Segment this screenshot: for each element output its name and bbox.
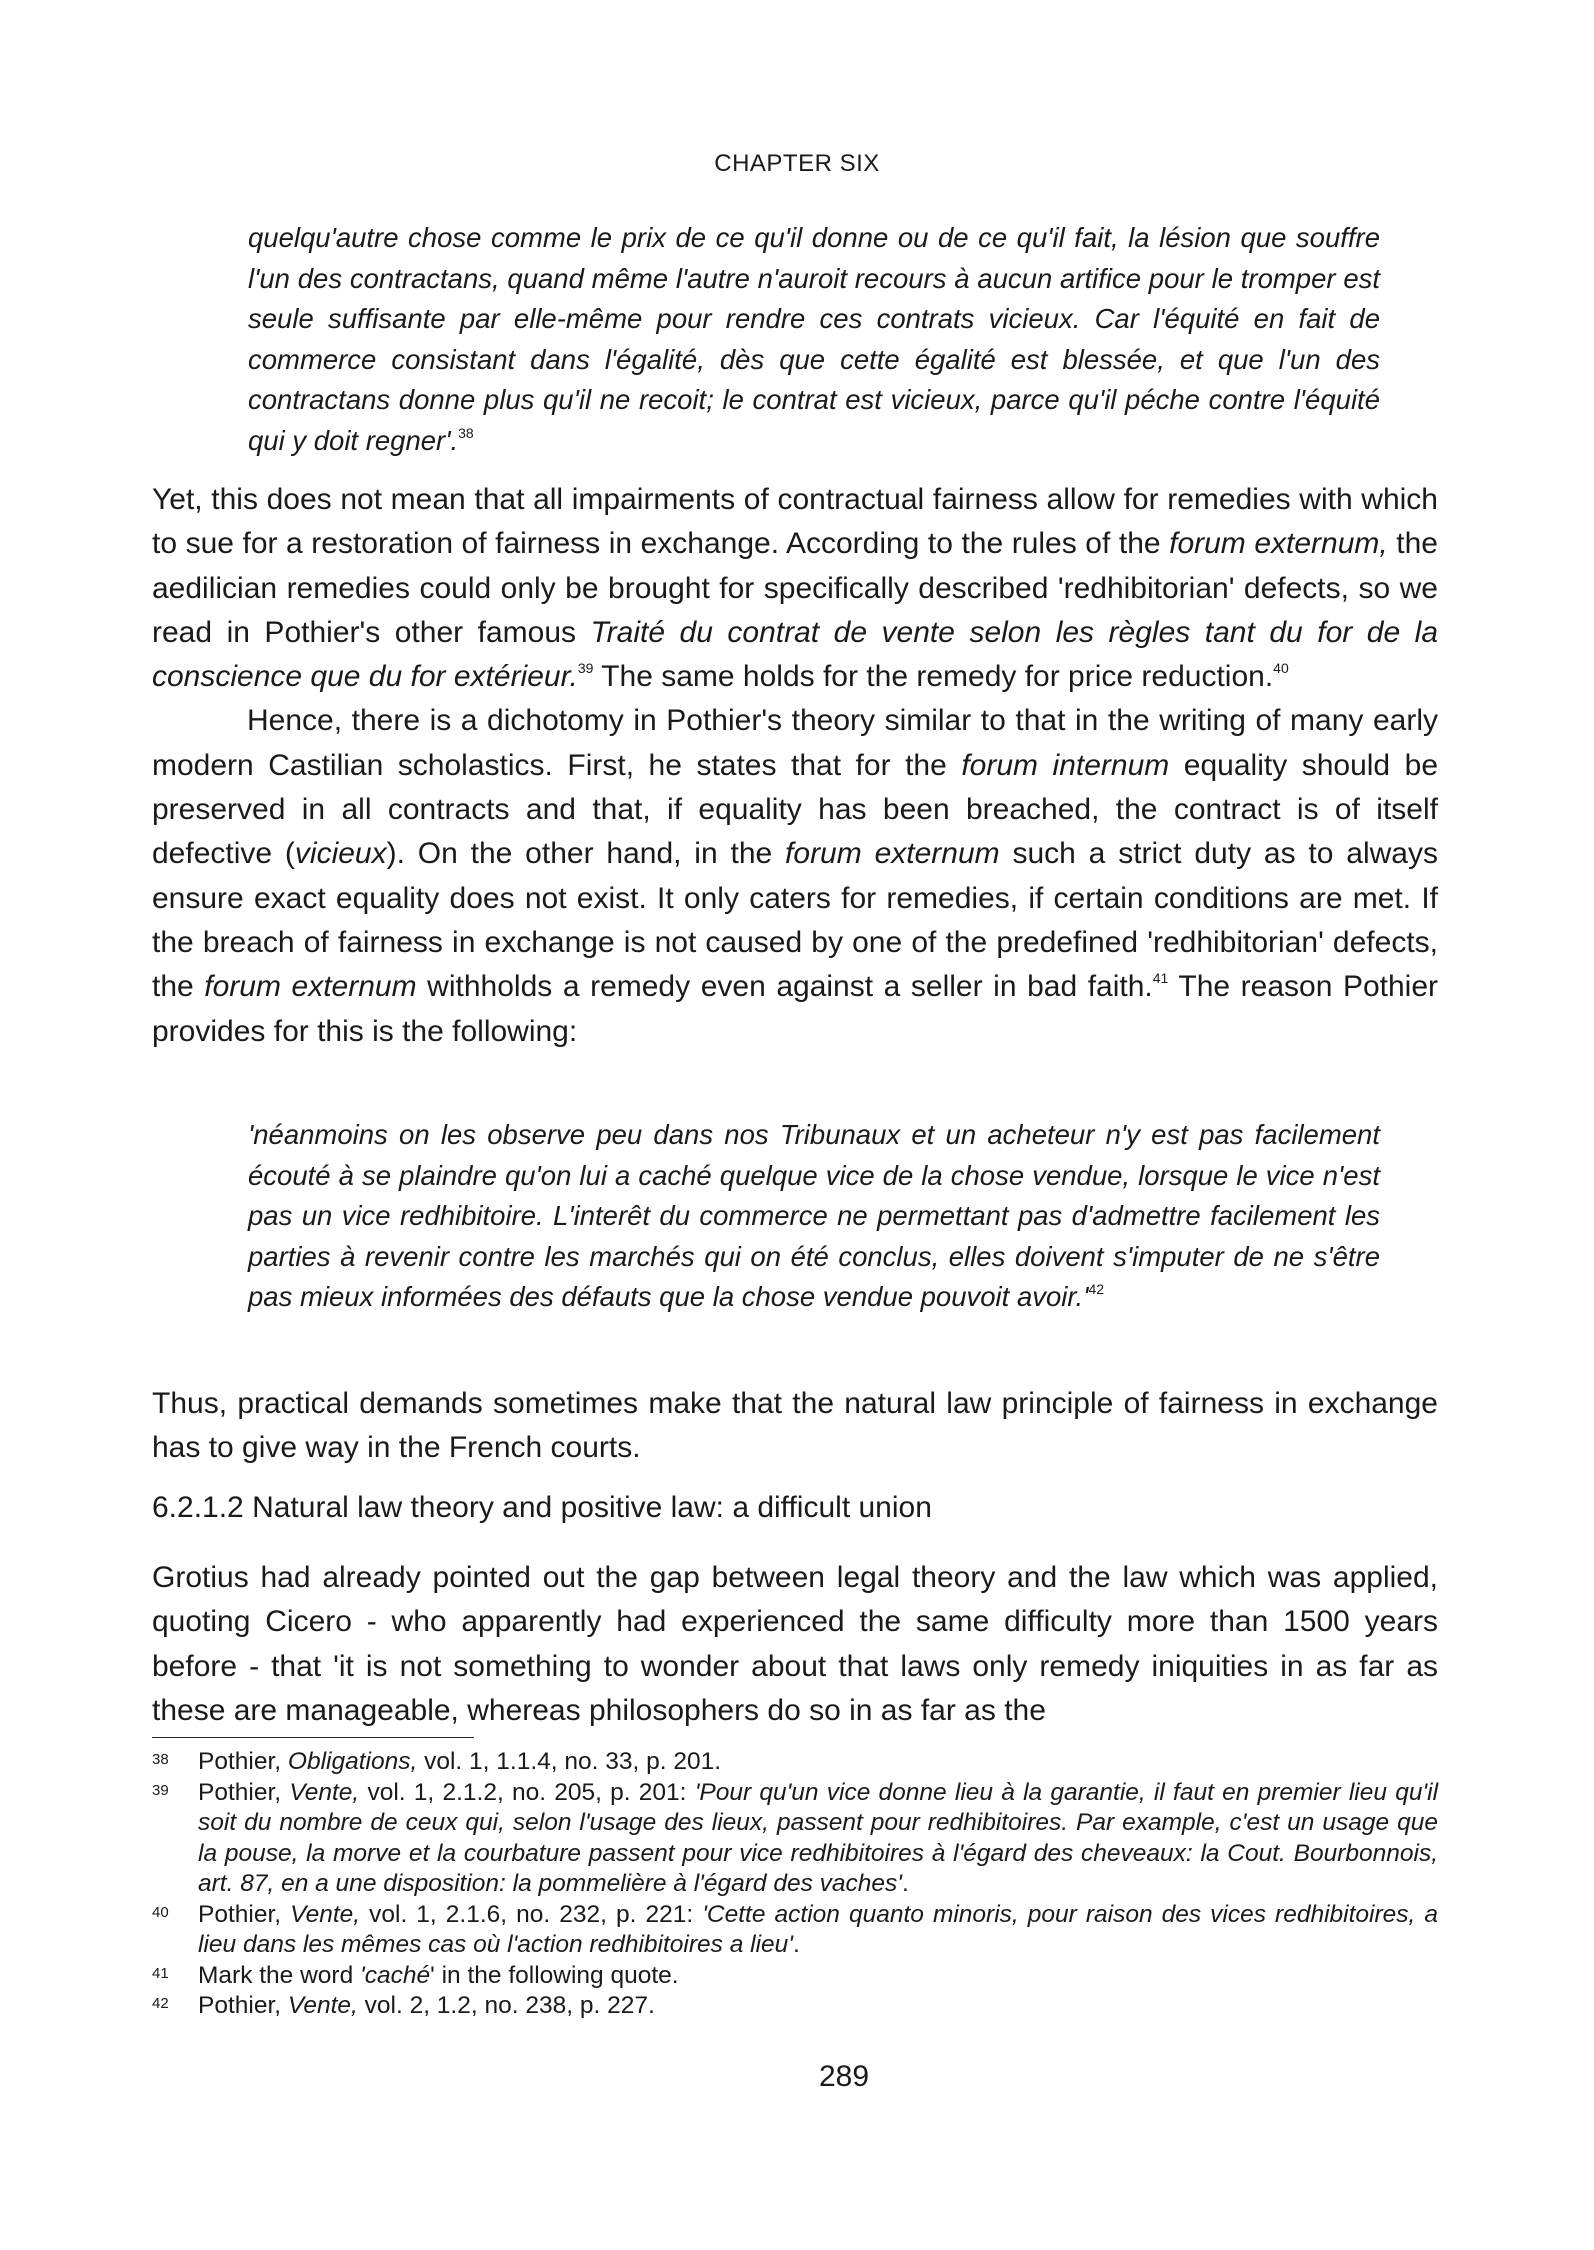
text-run: such a strict duty as to always ensure exact equality does not exist. It only caters for remedies, if certain conditions are met. If the breach of fairness in exchange is not caused by one of the predefined 'redhibitorian' defects, the [152, 837, 1438, 1004]
body-text-1 [152, 478, 1438, 1054]
text-run: withholds a remedy even against a seller in bad faith. [416, 970, 1153, 1004]
paragraph: Grotius had already pointed out the gap between legal theory and the law which was applied, quoting Cicero - who apparently had experienced the same difficulty more than 1500 years before - that 'it is not something to wonder about that laws only remedy iniquities in as far as these are manageable, whereas philosophers do so in as far as the [152, 1561, 1438, 1727]
paragraph: Thus, practical demands sometimes make that the natural law principle of fairness in exchange has to give way in the French courts. [152, 1387, 1438, 1465]
body-text-2 [152, 1382, 1438, 1471]
footnote-40 [152, 1900, 1438, 1961]
footnote-41 [152, 1961, 1438, 1992]
text-run: ). On the other hand, in the [386, 837, 786, 871]
quote-text: quelqu'autre chose comme le prix de ce qu'il donne ou de ce qu'il fait, la lésion que souffre l'un des contractans, quand même l'autre n'auroit recours à aucun artifice pour le tromper est seule suffisante par elle-même pour rendre ces contrats vicieux. Car l'équité en fait de commerce consistant dans l'égalité, dès que cette égalité est blessée, et que l'un des contractans donne plus qu'il ne recoit; le contrat est vicieux, parce qu'il péche contre l'équité qui y doit regner'. [248, 222, 1380, 456]
emphasis: forum internum [961, 748, 1170, 782]
footnote-emphasis: Vente, [290, 1900, 361, 1928]
footnote-emphasis: 'caché [360, 1961, 431, 1989]
footnote-rule [152, 1737, 474, 1738]
footnote-emphasis: Obligations, [287, 1748, 418, 1775]
footnote-text: Pothier, [198, 1900, 291, 1928]
footnotes [152, 1747, 1438, 2022]
footnote-text: Pothier, [198, 1748, 288, 1775]
emphasis: forum externum, [1169, 527, 1388, 561]
footnote-text: Mark the word [198, 1961, 361, 1989]
emphasis: Traité du contrat de vente selon les règles tant du for de la conscience que du for extérieur. [152, 615, 1439, 694]
emphasis: forum externum [204, 970, 417, 1004]
footnote-number: 40 [152, 1903, 169, 1921]
footnote-ref-40[interactable]: 40 [1273, 660, 1289, 677]
page-number: 289 [818, 2060, 870, 2093]
footnote-text: vol. 1, 2.1.2, no. 205, p. 201: [359, 1778, 695, 1806]
footnote-text: vol. 1, 1.1.4, no. 33, p. 201. [417, 1748, 722, 1775]
footnote-text: vol. 1, 2.1.6, no. 232, p. 221: [360, 1900, 703, 1928]
footnote-emphasis: 'Pour qu'un vice donne lieu à la garantie, il faut en premier lieu qu'il soit du nombre de ceux qui, selon l'usage des lieux, passent pour redhibitoires. Par example, c'est un usage que la pouse, la morve et la courbature passent pour vice redhibitoires à l'égard des cheveaux: la Cout. Bourbonnois, art. 87, en a une disposition: la pommelière à l'égard des vaches' [198, 1778, 1439, 1897]
text-run: equality should be preserved in all contracts and that, if equality has been breached, the contract is of itself defective ( [152, 748, 1439, 871]
footnote-emphasis: 'Cette action quanto minoris, pour raison des vices redhibitoires, a lieu dans les mêmes cas où l'action redhibitoires a lieu' [198, 1900, 1439, 1958]
text-run: Yet, this does not mean that all impairments of contractual fairness allow for remedies with which to sue for a restoration of fairness in exchange. According to the rules of the [152, 483, 1438, 561]
text-run: the aedilician remedies could only be brought for specifically described 'redhibitorian' defects, so we read in Pothier's other famous [152, 527, 1438, 649]
footnote-ref-38[interactable]: 38 [458, 424, 474, 441]
paragraph [152, 478, 1438, 699]
footnote-number: 39 [152, 1781, 169, 1799]
footnote-ref-42[interactable]: 42 [1088, 1281, 1105, 1297]
footnote-emphasis: Vente, [289, 1778, 360, 1806]
footnote-number: 42 [152, 1995, 169, 2012]
block-quote-1 [248, 218, 1380, 461]
text-run: Hence, there is a dichotomy in Pothier's theory similar to that in the writing of many early modern Castilian scholastics. First, he states that for the [152, 704, 1438, 782]
block-quote-2 [248, 1115, 1380, 1318]
footnote-text: Pothier, [198, 1992, 288, 2019]
footnote-emphasis: Vente, [287, 1992, 358, 2019]
text-run: The same holds for the remedy for price reduction. [593, 660, 1274, 694]
body-text-3 [152, 1556, 1438, 1733]
footnote-42 [152, 1991, 1438, 2022]
footnote-number: 38 [152, 1751, 169, 1768]
footnote-text: . [901, 1870, 909, 1897]
footnote-38 [152, 1747, 1438, 1778]
footnote-text: vol. 2, 1.2, no. 238, p. 227. [357, 1992, 655, 2019]
footnote-ref-39[interactable]: 39 [577, 660, 594, 677]
footnote-39 [152, 1778, 1438, 1900]
section-heading: 6.2.1.2 Natural law theory and positive law: a difficult union [152, 1491, 932, 1524]
footnote-text: Pothier, [198, 1778, 290, 1806]
footnote-number: 41 [152, 1964, 169, 1982]
footnote-ref-41[interactable]: 41 [1152, 970, 1169, 987]
footnote-text: ' in the following quote. [430, 1961, 679, 1989]
emphasis: forum externum [785, 837, 1000, 871]
paragraph [152, 699, 1438, 1053]
text-run: The reason Pothier provides for this is the following: [152, 970, 1439, 1048]
running-header: CHAPTER SIX [714, 150, 880, 177]
quote-text: 'néanmoins on les observe peu dans nos Tribunaux et un acheteur n'y est pas facilement écouté à se plaindre qu'on lui a caché quelque vice de la chose vendue, lorsque le vice n'est pas un vice redhibitoire. L'interêt du commerce ne permettant pas d'admettre facilement les parties à revenir contre les marchés qui on été conclus, elles doivent s'imputer de ne s'être pas mieux informées des défauts que la chose vendue pouvoit avoir.' [248, 1119, 1380, 1312]
footnote-text: . [792, 1931, 800, 1958]
emphasis: vicieux [294, 837, 387, 871]
